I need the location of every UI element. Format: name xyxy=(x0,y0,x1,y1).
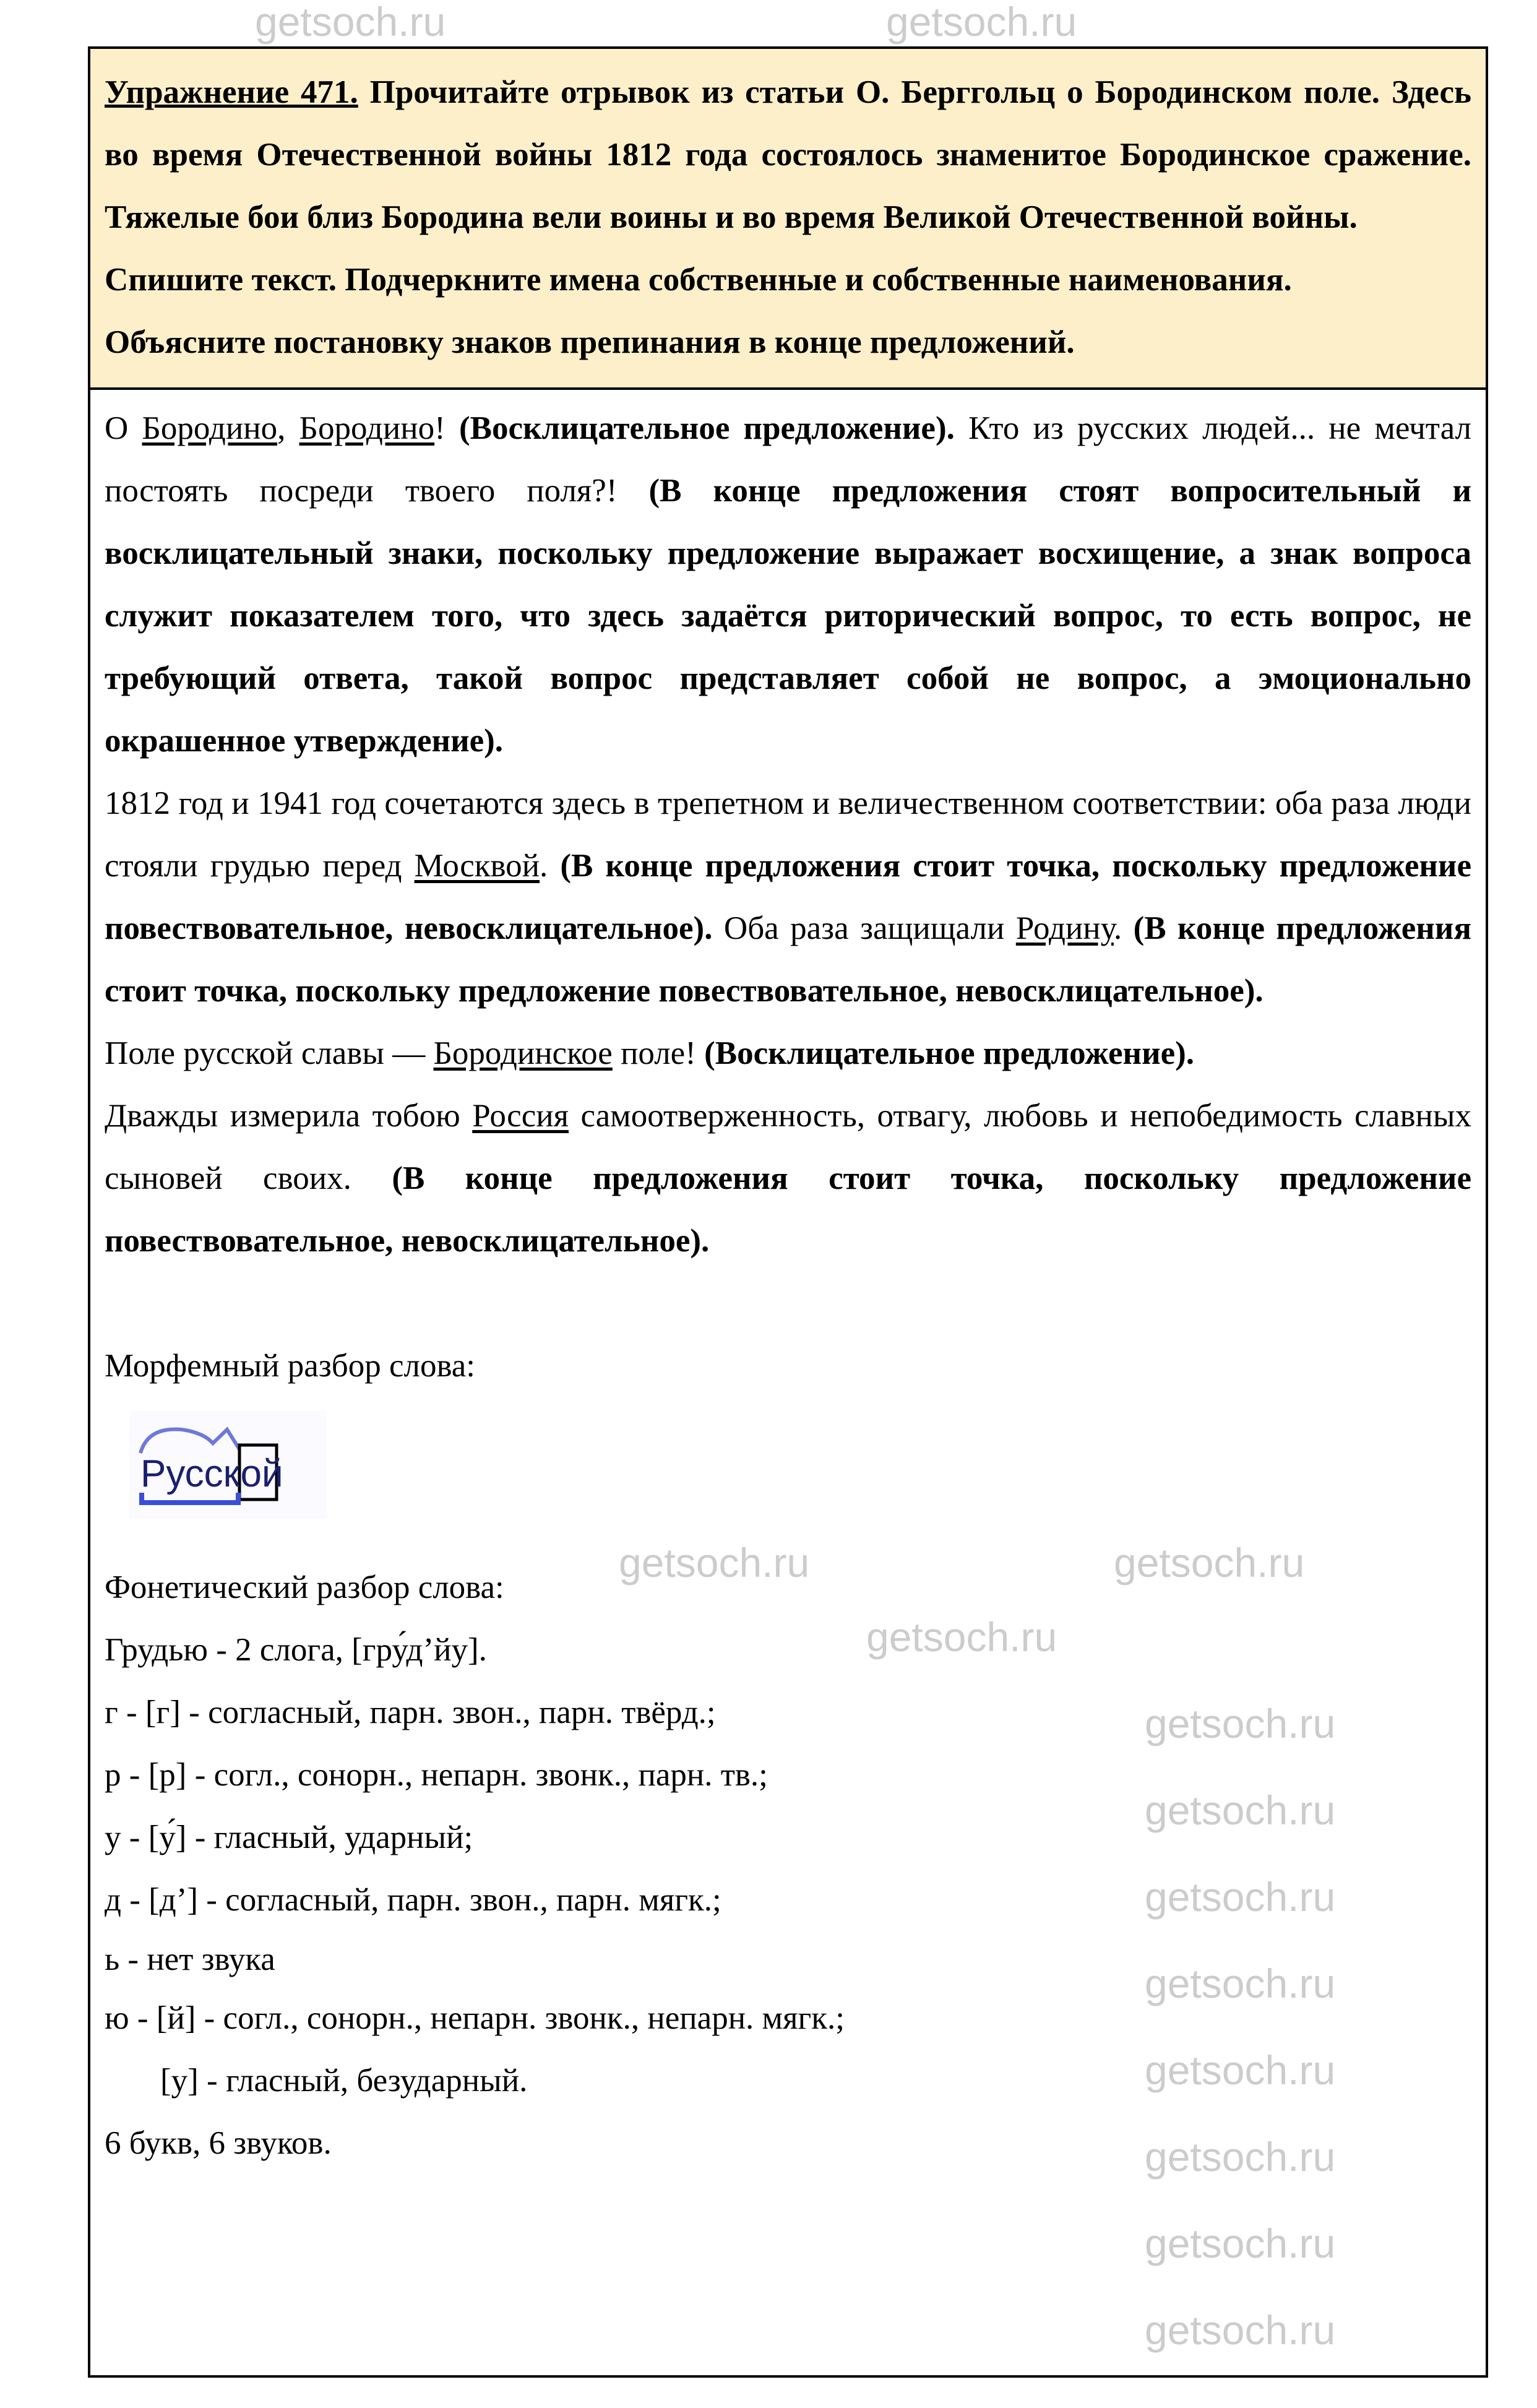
source-text: Оба раза защищали xyxy=(712,910,1016,946)
proper-noun: Бородино xyxy=(142,410,278,446)
task-intro xyxy=(105,61,1471,249)
task-text: Прочитайте отрывок из статьи О. Берггольц о Бородинском поле. Здесь во время Отечественной войны 1812 года состоялось знаменитое Бородинское сражение. Тяжелые бои близ Бородина вели воины и во время Великой Отечественной войны. xyxy=(105,74,1472,235)
phon-line: Грудью - 2 слога, [гру́д’йу]. xyxy=(105,1632,487,1668)
watermark: getsoch.ru xyxy=(1145,2134,1336,2180)
explanation-text: (Восклицательное предложение). xyxy=(459,410,955,446)
phon-summary: 6 букв, 6 звуков. xyxy=(105,2125,332,2161)
answer-block xyxy=(90,390,1486,2175)
watermark: getsoch.ru xyxy=(866,1614,1057,1660)
watermark: getsoch.ru xyxy=(1145,2047,1336,2093)
watermark: getsoch.ru xyxy=(255,0,446,45)
phonetic-analysis xyxy=(105,1556,1471,2175)
watermark: getsoch.ru xyxy=(886,0,1077,45)
source-text: 1812 год и 1941 год сочетаются здесь в трепетном и величественном соответствии: оба раза люди стояли грудью перед xyxy=(105,785,1471,884)
source-text: . xyxy=(540,848,561,884)
explanation-text: (В конце предложения стоит точка, поскольку предложение повествовательное, невосклицательное). xyxy=(105,848,1471,946)
source-text: О xyxy=(105,410,142,446)
morph-title: Морфемный разбор слова: xyxy=(105,1348,476,1384)
explanation-text: (В конце предложения стоит точка, поскольку предложение повествовательное, невосклицательное). xyxy=(105,1160,1471,1259)
watermark: getsoch.ru xyxy=(1145,2307,1336,2353)
answer-paragraph xyxy=(105,1085,1471,1272)
proper-noun: Москвой xyxy=(414,848,540,884)
answer-paragraph xyxy=(105,772,1471,1022)
watermark: getsoch.ru xyxy=(1145,1787,1336,1833)
morph-word: Русской xyxy=(140,1452,283,1495)
proper-noun: Бородинское xyxy=(433,1035,613,1071)
answer-text xyxy=(105,397,1471,1272)
source-text: Поле русской славы — xyxy=(105,1035,434,1071)
watermark: getsoch.ru xyxy=(1114,1540,1305,1586)
phon-line: ь - нет звука xyxy=(105,1941,275,1977)
phon-line: [у] - гласный, безударный. xyxy=(160,2063,528,2099)
source-text: Кто из русских людей... не мечтал постоять посреди твоего поля?! xyxy=(105,410,1472,509)
task-instruction-2: Объясните постановку знаков препинания в конце предложений. xyxy=(105,324,1075,360)
watermark: getsoch.ru xyxy=(619,1540,810,1586)
source-text: . xyxy=(1113,910,1134,946)
phon-line: у - [у́] - гласный, ударный; xyxy=(105,1819,473,1855)
source-text: самоотверженность, отвагу, любовь и непобедимость славных сыновей своих. xyxy=(105,1098,1471,1196)
explanation-text: (Восклицательное предложение). xyxy=(704,1035,1195,1071)
source-text: Дважды измерила тобою xyxy=(105,1098,473,1134)
exercise-frame xyxy=(88,46,1488,2378)
phon-line: р - [р] - согл., сонорн., непарн. звонк., парн. тв.; xyxy=(105,1757,768,1793)
proper-noun: Россия xyxy=(472,1098,569,1134)
answer-paragraph xyxy=(105,1022,1471,1085)
explanation-text: (В конце предложения стоят вопросительный и восклицательный знаки, поскольку предложение выражает восхищение, а знак вопроса служит показателем того, что здесь задаётся риторический вопрос, то есть вопрос, не требующий ответа, такой вопрос представляет собой не вопрос, а эмоционально окрашенное утверждение). xyxy=(105,473,1471,759)
morpheme-diagram xyxy=(129,1411,327,1519)
watermark: getsoch.ru xyxy=(1145,1874,1336,1920)
explanation-text: (В конце предложения стоит точка, поскольку предложение повествовательное, невосклицательное). xyxy=(105,910,1471,1009)
task-instruction-1: Спишите текст. Подчеркните имена собственные и собственные наименования. xyxy=(105,262,1292,298)
watermark: getsoch.ru xyxy=(1145,2220,1336,2266)
phon-line: г - [г] - согласный, парн. звон., парн. твёрд.; xyxy=(105,1694,716,1730)
proper-noun: Бородино xyxy=(299,410,435,446)
exercise-number: Упражнение 471. xyxy=(105,74,358,110)
phon-title: Фонетический разбор слова: xyxy=(105,1569,504,1605)
source-text: ! xyxy=(434,410,459,446)
source-text: поле! xyxy=(612,1035,705,1071)
task-block xyxy=(90,49,1486,390)
watermark: getsoch.ru xyxy=(1145,1701,1336,1746)
source-text: , xyxy=(277,410,299,446)
answer-paragraph xyxy=(105,397,1471,772)
watermark: getsoch.ru xyxy=(1145,1961,1336,2006)
phon-line: д - [д’] - согласный, парн. звон., парн. мягк.; xyxy=(105,1882,721,1918)
phon-line: ю - [й] - согл., сонорн., непарн. звонк., непарн. мягк.; xyxy=(105,2000,845,2036)
proper-noun: Родину xyxy=(1015,910,1114,946)
